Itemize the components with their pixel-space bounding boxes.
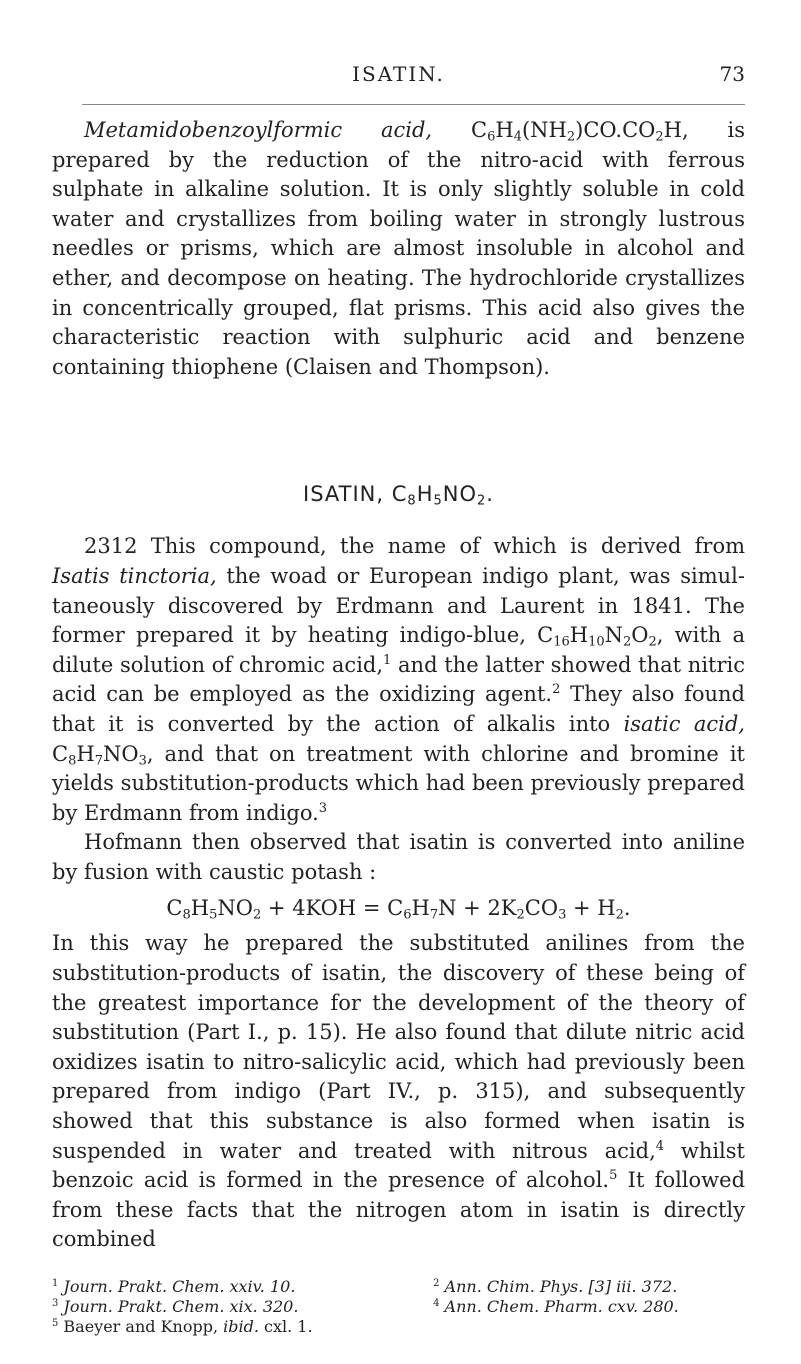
footnotes (52, 1277, 745, 1337)
footnote-3: $^3$ Journ. Prakt. Chem. xix. 320. (52, 1297, 299, 1316)
italic-isatic-acid: isatic acid, (623, 711, 745, 736)
running-head-title: ISATIN. (352, 62, 445, 86)
paragraph-hofmann: Hofmann then observed that isatin is converted into aniline by fusion with caustic potash : (52, 830, 745, 884)
paragraph-2312: 2312 This compound, the name of which is derived from Isatis tinctoria, the woad or European indigo plant, was simultaneously discovered by Erdmann and Laurent in 1841. The former prepared it by heating indigo-blue, $C_{16}H_{10}N_2O_2$, with a dilute solution of chromic acid,$^1$ and the latter showed that nitric acid can be employed as the oxidizing agent.$^2$ They also found that it is converted by the action of alkalis into isatic acid, $C_8H_7NO_3$, and that on treatment with chlorine and bromine it yields substitution-products which had been previously prepared by Erdmann from indigo.$^3$ (52, 534, 746, 825)
footnote-2: $^2$ Ann. Chim. Phys. [3] iii. 372. (433, 1277, 678, 1296)
footnote-ref-3: 3 (318, 800, 328, 816)
compound-name: Metamidobenzoylformic acid, (84, 118, 433, 142)
footnote-ref-4: 4 (655, 1138, 665, 1154)
footnote-4: $^4$ Ann. Chem. Pharm. cxv. 280. (433, 1297, 679, 1316)
paragraph-metamidobenzoylformic-acid: Metamidobenzoylformic acid, $C_6H_4(NH_2)CO.CO_2H$, is prepared by the reduction of the nitro-acid with ferrous sulphate in alkaline solution. It is only slightly soluble in cold water and crystallizes from boiling water in strongly lustrous needles or prisms, which are almost insoluble in alcohol and ether, and decompose on heating. The hydrochloride crystallizes in concentrically grouped, flat prisms. This acid also gives the characteristic reaction with sulphuric acid and benzene containing thiophene (Claisen and Thompson). (52, 118, 745, 379)
italic-plant-name: Isatis tinctoria, (52, 563, 217, 588)
running-head (52, 0, 745, 116)
section-heading-isatin: ISATIN, $C_8H_5NO_2$. (303, 482, 494, 509)
footnote-ref-1: 1 (383, 652, 392, 668)
footnote-1: $^1$ Journ. Prakt. Chem. xxiv. 10. (52, 1277, 296, 1296)
paragraph-substituted-anilines: In this way he prepared the substituted anilines from the substitution-products of isatin, the discovery of these being of the greatest importance for the development of the theory of substitution (Part I., p. 15). He also found that dilute nitric acid oxidizes isatin to nitro-salicylic acid, which had previously been prepared from indigo (Part IV., p. 315), and subsequently showed that this substance is also formed when isatin is suspended in water and treated with nitrous acid,$^4$ whilst benzoic acid is formed in the presence of alcohol.$^5$ It followed from these facts that the nitrogen atom in isatin is directly combined (52, 931, 746, 1252)
page-number: 73 (719, 62, 745, 86)
header-rule (82, 104, 745, 105)
section-number: 2312 (84, 534, 138, 559)
footnote-ref-5: 5 (609, 1168, 618, 1184)
footnote-5: $^5$ Baeyer and Knopp, ibid. cxl. 1. (52, 1317, 313, 1336)
chemical-equation: $C_8H_5NO_2 + 4KOH = C_6H_7N + 2K_2CO_3 + H_2$. (166, 896, 631, 923)
footnote-ref-2: 2 (552, 682, 561, 698)
paragraph-text: is prepared by the reduction of the nitro-acid with ferrous sulphate in alkaline solution. It is only slightly soluble in cold water and crystallizes from boiling water in strongly lustrous needles or prisms, which are almost insoluble in alcohol and ether, and decompose on heating. The hydrochloride crystallizes in concentrically grouped, flat prisms. This acid also gives the characteristic reaction with sulphuric acid and benzene containing thiophene (Claisen and Thompson). (52, 118, 745, 379)
